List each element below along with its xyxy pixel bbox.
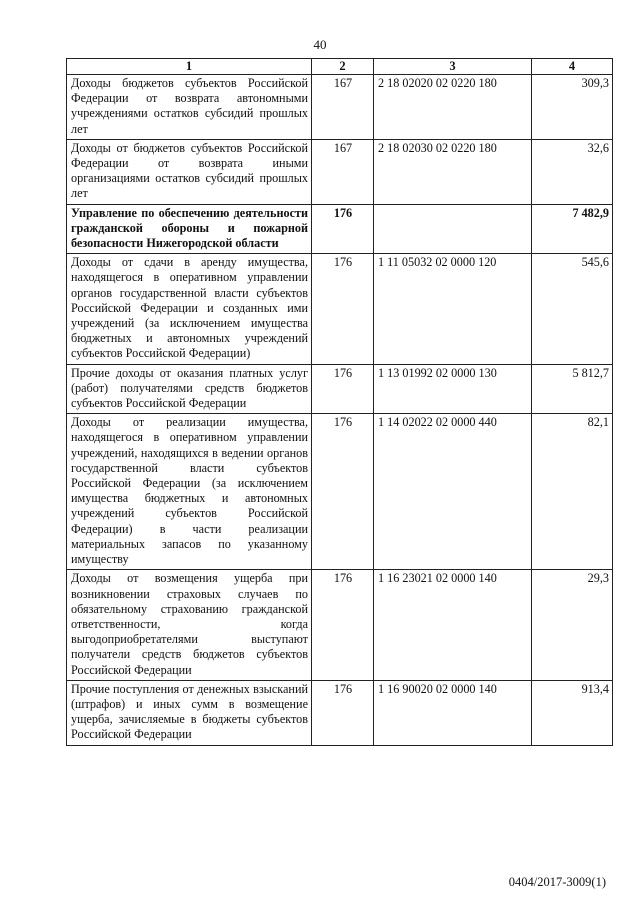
row-admin-code: 176	[312, 414, 374, 570]
row-admin-code: 176	[312, 364, 374, 414]
row-budget-code: 2 18 02030 02 0220 180	[374, 139, 532, 204]
row-budget-code: 1 13 01992 02 0000 130	[374, 364, 532, 414]
table-row	[67, 204, 613, 254]
row-name: Доходы от бюджетов субъектов Российской Федерации от возврата иными организациями остатков субсидий прошлых лет	[67, 139, 312, 204]
page-number: 40	[313, 37, 327, 52]
row-admin-code: 176	[312, 680, 374, 745]
row-admin-code: 167	[312, 139, 374, 204]
table-row	[67, 254, 613, 364]
table-row	[67, 364, 613, 414]
table-row	[67, 680, 613, 745]
row-budget-code: 1 16 23021 02 0000 140	[374, 570, 532, 680]
table-body	[67, 75, 613, 746]
column-header-code: 3	[374, 59, 532, 75]
row-budget-code: 1 16 90020 02 0000 140	[374, 680, 532, 745]
row-budget-code: 1 14 02022 02 0000 440	[374, 414, 532, 570]
row-name: Управление по обеспечению деятельности гражданской обороны и пожарной безопасности Нижегородской области	[67, 204, 312, 254]
row-budget-code	[374, 204, 532, 254]
column-header-admin: 2	[312, 59, 374, 75]
row-name: Доходы бюджетов субъектов Российской Федерации от возврата автономными учреждениями остатков субсидий прошлых лет	[67, 75, 312, 140]
row-amount: 5 812,7	[532, 364, 613, 414]
row-amount: 29,3	[532, 570, 613, 680]
row-budget-code: 1 11 05032 02 0000 120	[374, 254, 532, 364]
row-admin-code: 176	[312, 204, 374, 254]
row-amount: 913,4	[532, 680, 613, 745]
row-admin-code: 167	[312, 75, 374, 140]
row-name: Прочие поступления от денежных взысканий (штрафов) и иных сумм в возмещение ущерба, зачисляемые в бюджеты субъектов Российской Федерации	[67, 680, 312, 745]
row-amount: 309,3	[532, 75, 613, 140]
row-amount: 545,6	[532, 254, 613, 364]
row-amount: 32,6	[532, 139, 613, 204]
table-row	[67, 75, 613, 140]
row-name: Доходы от реализации имущества, находящегося в оперативном управлении учреждений, находящихся в ведении органов государственной власти субъектов Российской Федерации (за исключением имущества бюджетных и автономных учреждений субъектов Российской Федерации) в части реализации материальных запасов по указанному имуществу	[67, 414, 312, 570]
table-row	[67, 570, 613, 680]
column-header-amount: 4	[532, 59, 613, 75]
document-id: 0404/2017-3009(1)	[508, 875, 606, 889]
row-name: Доходы от сдачи в аренду имущества, находящегося в оперативном управлении органов государственной власти субъектов Российской Федерации и созданных ими учреждений (за исключением имущества бюджетных и автономных учреждений субъектов Российской Федерации)	[67, 254, 312, 364]
row-budget-code: 2 18 02020 02 0220 180	[374, 75, 532, 140]
column-header-name: 1	[67, 59, 312, 75]
table-row	[67, 414, 613, 570]
table-header-row	[67, 59, 613, 75]
row-amount: 82,1	[532, 414, 613, 570]
row-name: Доходы от возмещения ущерба при возникновении страховых случаев по обязательному страхованию гражданской ответственности, когда выгодоприобретателями выступают получатели средств бюджетов субъектов Российской Федерации	[67, 570, 312, 680]
row-amount: 7 482,9	[532, 204, 613, 254]
row-name: Прочие доходы от оказания платных услуг (работ) получателями средств бюджетов субъектов Российской Федерации	[67, 364, 312, 414]
table-row	[67, 139, 613, 204]
row-admin-code: 176	[312, 570, 374, 680]
revenue-table	[66, 58, 613, 746]
row-admin-code: 176	[312, 254, 374, 364]
